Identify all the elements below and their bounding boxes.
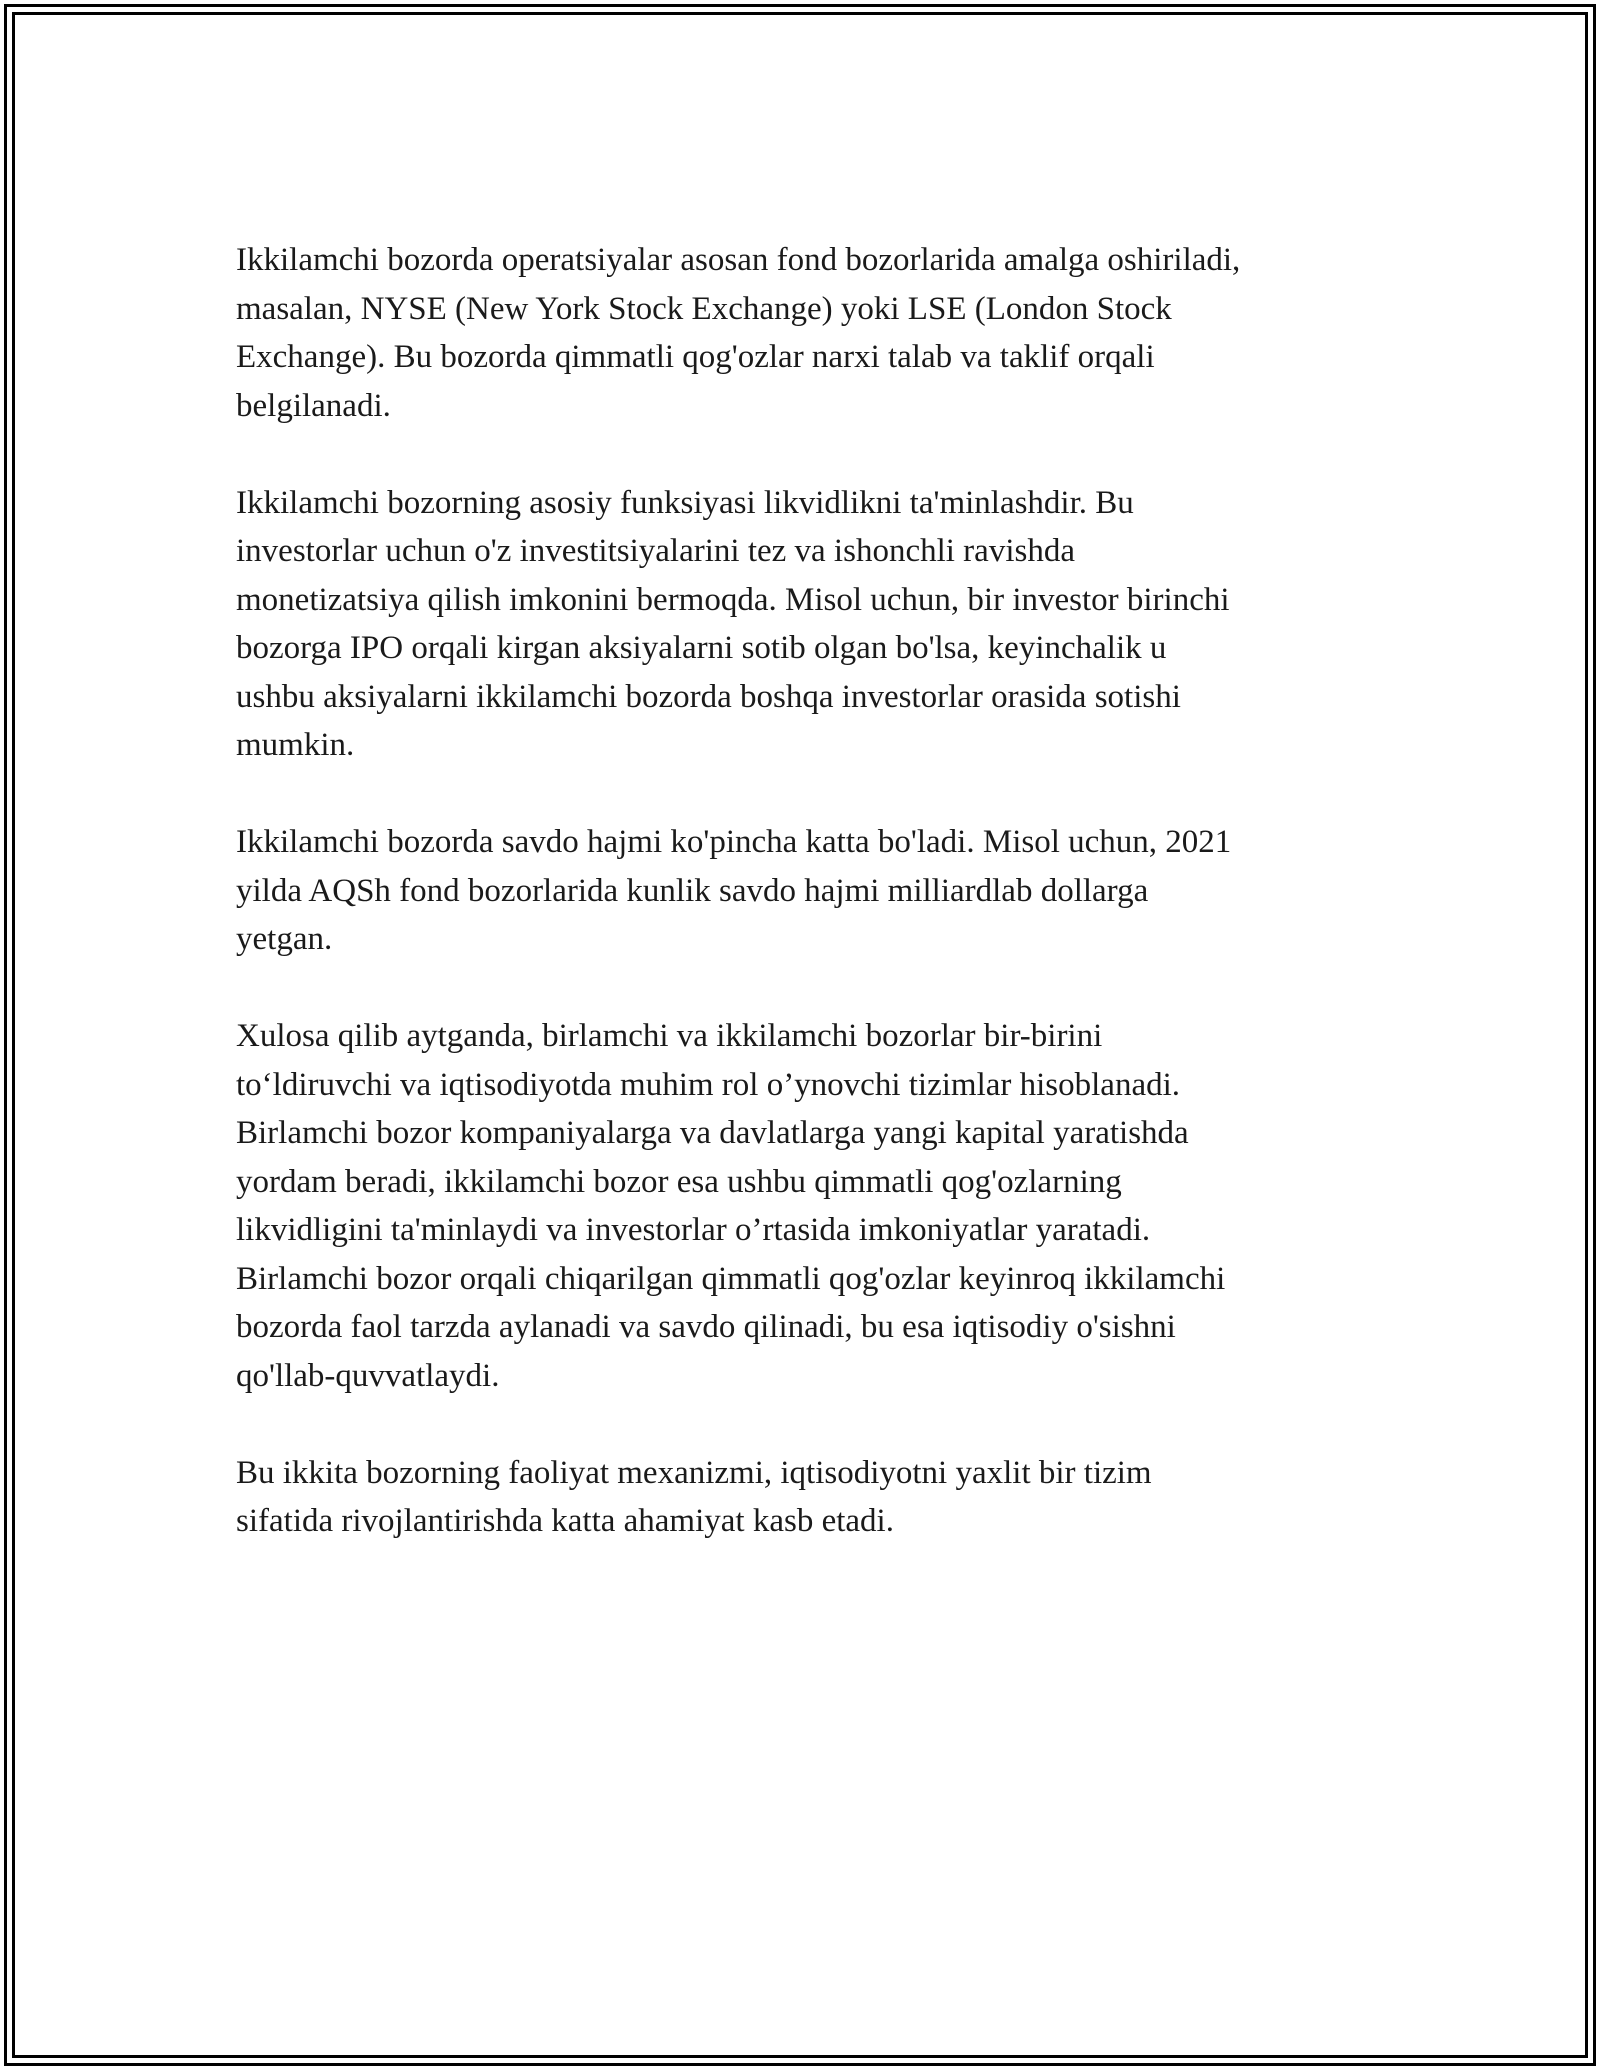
paragraph-closing: Bu ikkita bozorning faoliyat mexanizmi, iqtisodiyotni yaxlit bir tizim sifatida rivojlantirishda katta ahamiyat kasb etadi. — [236, 1454, 1152, 1539]
document-body — [236, 236, 1376, 1594]
paragraph-secondary-market-operations: Ikkilamchi bozorda operatsiyalar asosan fond bozorlarida amalga oshiriladi, masalan, NYSE (New York Stock Exchange) yoki LSE (London Stock Exchange). Bu bozorda qimmatli qog'ozlar narxi talab va taklif orqali belgilanadi. — [236, 242, 1241, 424]
paragraph-liquidity-function: Ikkilamchi bozorning asosiy funksiyasi likvidlikni ta'minlashdir. Bu investorlar uchun o'z investitsiyalarini tez va ishonchli ravishda monetizatsiya qilish imkonini bermoqda. Misol uchun, bir investor birinchi bozorga IPO orqali kirgan aksiyalarni sotib olgan bo'lsa, keyinchalik u ushbu aksiyalarni ikkilamchi bozorda boshqa investorlar orasida sotishi mumkin. — [236, 484, 1230, 763]
paragraph-conclusion: Xulosa qilib aytganda, birlamchi va ikkilamchi bozorlar bir-birini to‘ldiruvchi va iqtisodiyotda muhim rol o’ynovchi tizimlar hisoblanadi. Birlamchi bozor kompaniyalarga va davlatlarga yangi kapital yaratishda yordam beradi, ikkilamchi bozor esa ushbu qimmatli qog'ozlarning likvidligini ta'minlaydi va investorlar o’rtasida imkoniyatlar yaratadi. Birlamchi bozor orqali chiqarilgan qimmatli qog'ozlar keyinroq ikkilamchi bozorda faol tarzda aylanadi va savdo qilinadi, bu esa iqtisodiy o'sishni qo'llab-quvvatlaydi. — [236, 1018, 1226, 1394]
paragraph-trading-volume: Ikkilamchi bozorda savdo hajmi ko'pincha katta bo'ladi. Misol uchun, 2021 yilda AQSh fond bozorlarida kunlik savdo hajmi milliardlab dollarga yetgan. — [236, 824, 1232, 957]
